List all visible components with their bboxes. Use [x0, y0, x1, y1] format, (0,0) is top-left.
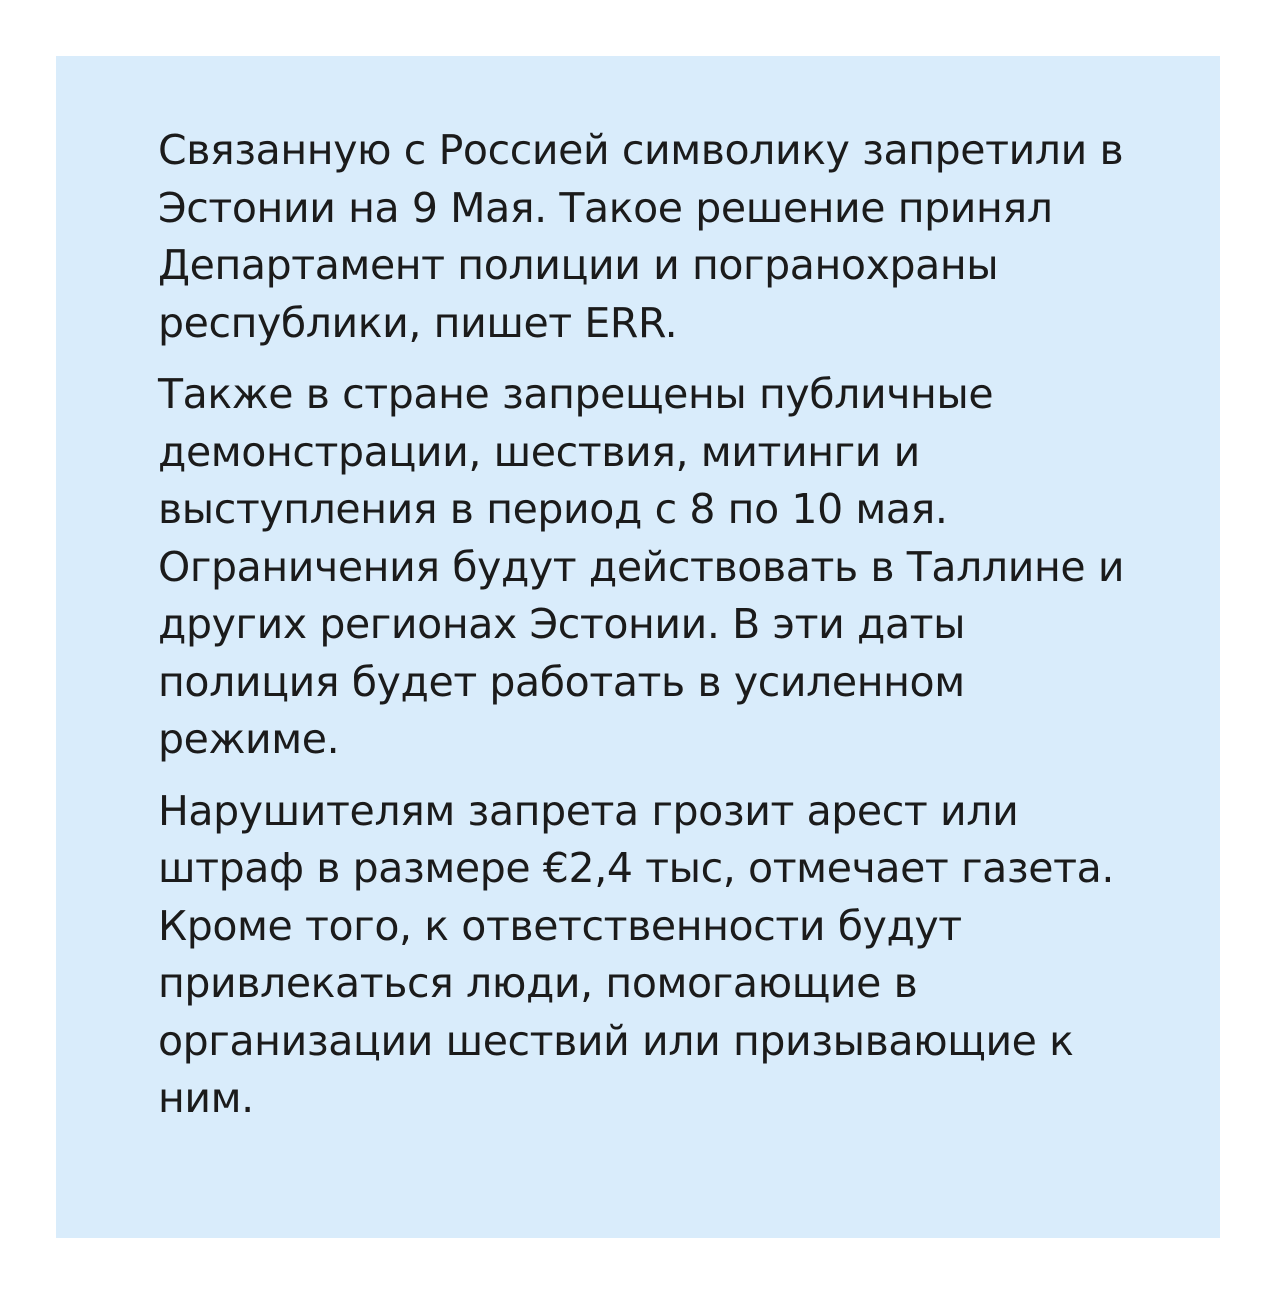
paragraph-3: [158, 783, 1148, 1128]
paragraph-2: [158, 366, 1148, 769]
paragraph-line: ним.: [158, 1074, 254, 1122]
paragraph-line: Эстонии на 9 Мая. Такое решение принял: [158, 183, 1053, 232]
paragraph-line: республики, пишет ERR.: [158, 298, 678, 347]
paragraph-line: организации шествий или призывающие к: [158, 1016, 1074, 1065]
paragraph-line: Департамент полиции и погранохраны: [158, 241, 999, 289]
paragraph-line: Ограничения будут действовать в Таллине и: [158, 542, 1125, 591]
paragraph-line: привлекаться люди, помогающие в: [158, 959, 918, 1007]
text-card: [56, 56, 1220, 1238]
paragraph-line: демонстрации, шествия, митинги и: [158, 427, 920, 476]
paragraph-line: Нарушителям запрета грозит арест или: [158, 786, 1019, 835]
paragraph-line: выступления в период с 8 по 10 мая.: [158, 485, 948, 533]
paragraph-line: Связанную с Россией символику запретили в: [158, 126, 1124, 174]
paragraph-line: Кроме того, к ответственности будут: [158, 901, 962, 950]
paragraph-line: штраф в размере €2,4 тыс, отмечает газета.: [158, 844, 1114, 892]
paragraph-line: других регионах Эстонии. В эти даты: [158, 600, 966, 648]
paragraph-line: режиме.: [158, 715, 340, 763]
paragraph-1: [158, 122, 1148, 352]
paragraph-line: Также в стране запрещены публичные: [158, 370, 994, 418]
article-body: [158, 122, 1148, 1128]
paragraph-line: полиция будет работать в усиленном: [158, 657, 965, 706]
